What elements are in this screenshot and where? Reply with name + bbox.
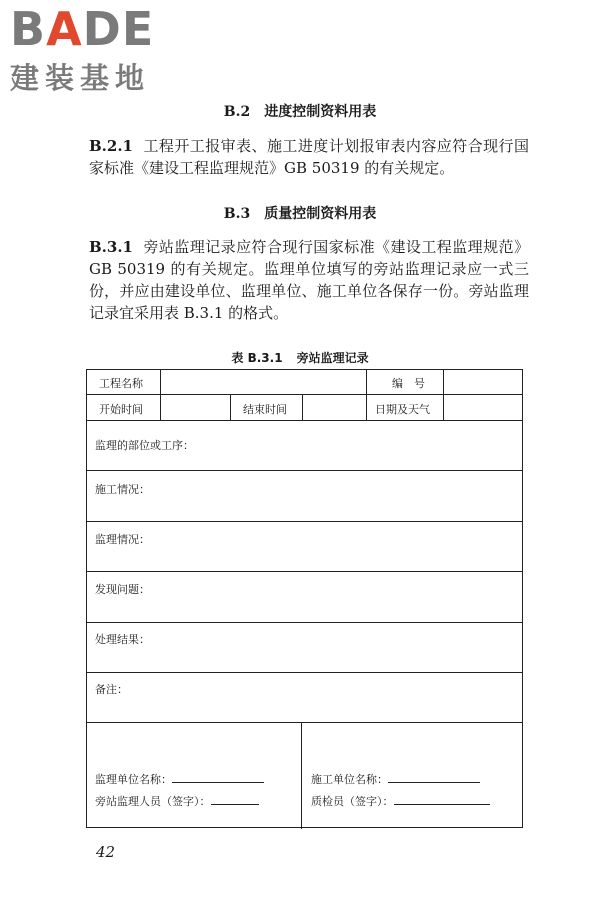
location-label: 监理的部位或工序： <box>95 439 194 452</box>
serial-number-field[interactable] <box>444 371 520 393</box>
onsite-supervisor-label: 旁站监理人员（签字）： <box>95 795 211 808</box>
row-divider <box>87 420 522 421</box>
end-time-field[interactable] <box>303 396 365 418</box>
quality-inspector-signature-field[interactable] <box>394 792 490 805</box>
row-divider <box>87 722 522 723</box>
section-heading-b3: B.3 质量控制资料用表 <box>223 206 377 222</box>
construction-status-field[interactable] <box>95 496 515 518</box>
logo-subtitle: 建装基地 <box>10 61 151 95</box>
date-weather-field[interactable] <box>444 396 520 418</box>
construction-unit-line <box>311 770 480 787</box>
resolution-label: 处理结果： <box>95 633 150 646</box>
remarks-label: 备注： <box>95 683 128 696</box>
onsite-supervisor-line <box>95 792 259 809</box>
supervision-unit-line <box>95 770 264 787</box>
row-divider <box>87 470 522 471</box>
onsite-supervision-record-form <box>86 369 523 828</box>
resolution-field[interactable] <box>95 646 515 668</box>
start-time-field[interactable] <box>161 396 229 418</box>
row-divider <box>87 394 522 395</box>
column-divider <box>230 394 231 420</box>
supervision-status-label: 监理情况： <box>95 533 150 546</box>
table-caption: 表 B.3.1 旁站监理记录 <box>231 351 369 365</box>
construction-unit-field[interactable] <box>388 770 480 783</box>
onsite-supervisor-signature-field[interactable] <box>211 792 259 805</box>
supervision-unit-field[interactable] <box>172 770 264 783</box>
row-divider <box>87 622 522 623</box>
column-divider <box>366 370 367 420</box>
page-number: 42 <box>96 843 116 861</box>
date-weather-label: 日期及天气 <box>375 403 430 416</box>
column-divider <box>301 722 302 829</box>
issues-found-label: 发现问题： <box>95 583 150 596</box>
clause-text: 旁站监理记录应符合现行国家标准《建设工程监理规范》GB 50319 的有关规定。监理单位填写的旁站监理记录应一式三份，并应由建设单位、监理单位、施工单位各保存一份。旁站监理记录宜采用表 B.3.1 的格式。 <box>89 238 529 322</box>
issues-found-field[interactable] <box>95 596 515 618</box>
quality-inspector-label: 质检员（签字）： <box>311 795 394 808</box>
project-name-field[interactable] <box>161 371 365 393</box>
serial-number-label: 编 号 <box>392 377 425 390</box>
row-divider <box>87 672 522 673</box>
end-time-label: 结束时间 <box>243 403 287 416</box>
section-heading-b2: B.2 进度控制资料用表 <box>223 104 377 120</box>
supervision-status-field[interactable] <box>95 546 515 568</box>
row-divider <box>87 571 522 572</box>
clause-b3-1 <box>89 236 529 324</box>
construction-unit-label: 施工单位名称： <box>311 773 388 786</box>
supervision-unit-label: 监理单位名称： <box>95 773 172 786</box>
project-name-label: 工程名称 <box>99 377 143 390</box>
clause-text: 工程开工报审表、施工进度计划报审表内容应符合现行国家标准《建设工程监理规范》GB 50319 的有关规定。 <box>89 137 529 177</box>
row-divider <box>87 521 522 522</box>
clause-b2-1 <box>89 135 529 179</box>
construction-status-label: 施工情况： <box>95 483 150 496</box>
remarks-field[interactable] <box>95 696 515 718</box>
clause-number: B.3.1 <box>89 238 133 256</box>
location-field[interactable] <box>95 450 515 468</box>
logo-wordmark: BADE <box>10 2 155 56</box>
start-time-label: 开始时间 <box>99 403 143 416</box>
quality-inspector-line <box>311 792 490 809</box>
clause-number: B.2.1 <box>89 137 133 155</box>
logo <box>10 4 180 97</box>
